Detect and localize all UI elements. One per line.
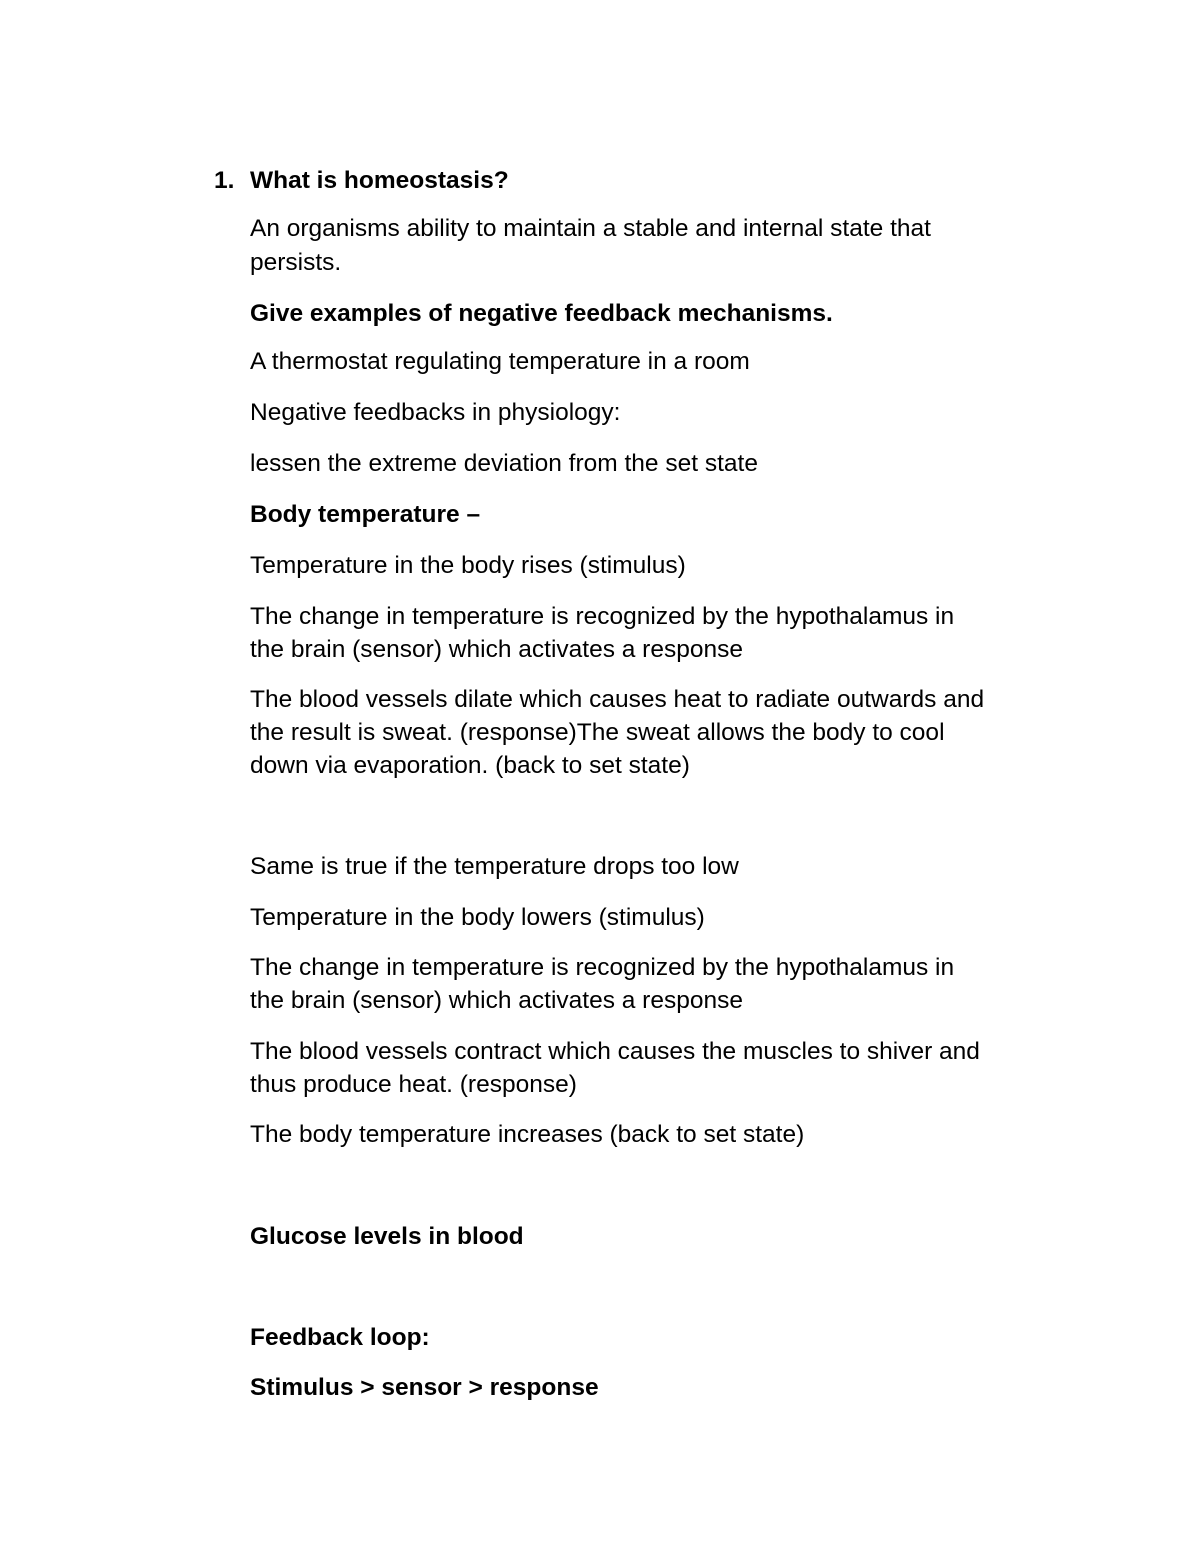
drop-sensor-line-1: The change in temperature is recognized by the hypothalamus in bbox=[250, 954, 955, 981]
lessen-deviation: lessen the extreme deviation from the set state bbox=[250, 450, 758, 477]
drop-intro: Same is true if the temperature drops too low bbox=[250, 853, 739, 880]
answer-line-1: An organisms ability to maintain a stable and internal state that bbox=[250, 215, 931, 242]
answer-line-2: persists. bbox=[250, 249, 342, 276]
rise-response-line-1: The blood vessels dilate which causes heat to radiate outwards and bbox=[250, 686, 985, 713]
drop-sensor-line-2: the brain (sensor) which activates a response bbox=[250, 987, 743, 1014]
rise-stimulus: Temperature in the body rises (stimulus) bbox=[250, 552, 686, 579]
body-temp-heading: Body temperature – bbox=[250, 501, 481, 528]
drop-response-line-1: The blood vessels contract which causes the muscles to shiver and bbox=[250, 1038, 980, 1065]
rise-sensor-line-2: the brain (sensor) which activates a response bbox=[250, 636, 743, 663]
glucose-heading: Glucose levels in blood bbox=[250, 1223, 524, 1250]
drop-back-to-set-state: The body temperature increases (back to set state) bbox=[250, 1121, 805, 1148]
feedback-loop-heading: Feedback loop: bbox=[250, 1324, 430, 1351]
neg-feedback-physiology: Negative feedbacks in physiology: bbox=[250, 399, 621, 426]
question-heading: What is homeostasis? bbox=[250, 167, 509, 194]
feedback-loop-steps: Stimulus > sensor > response bbox=[250, 1374, 599, 1401]
rise-sensor-line-1: The change in temperature is recognized by the hypothalamus in bbox=[250, 603, 955, 630]
drop-response-line-2: thus produce heat. (response) bbox=[250, 1071, 577, 1098]
subquestion-heading: Give examples of negative feedback mechanisms. bbox=[250, 300, 833, 327]
rise-response-line-3: down via evaporation. (back to set state) bbox=[250, 752, 690, 779]
example-thermostat: A thermostat regulating temperature in a room bbox=[250, 348, 750, 375]
drop-stimulus: Temperature in the body lowers (stimulus) bbox=[250, 904, 705, 931]
rise-response-line-2: the result is sweat. (response)The sweat allows the body to cool bbox=[250, 719, 945, 746]
question-number: 1. bbox=[214, 167, 235, 194]
